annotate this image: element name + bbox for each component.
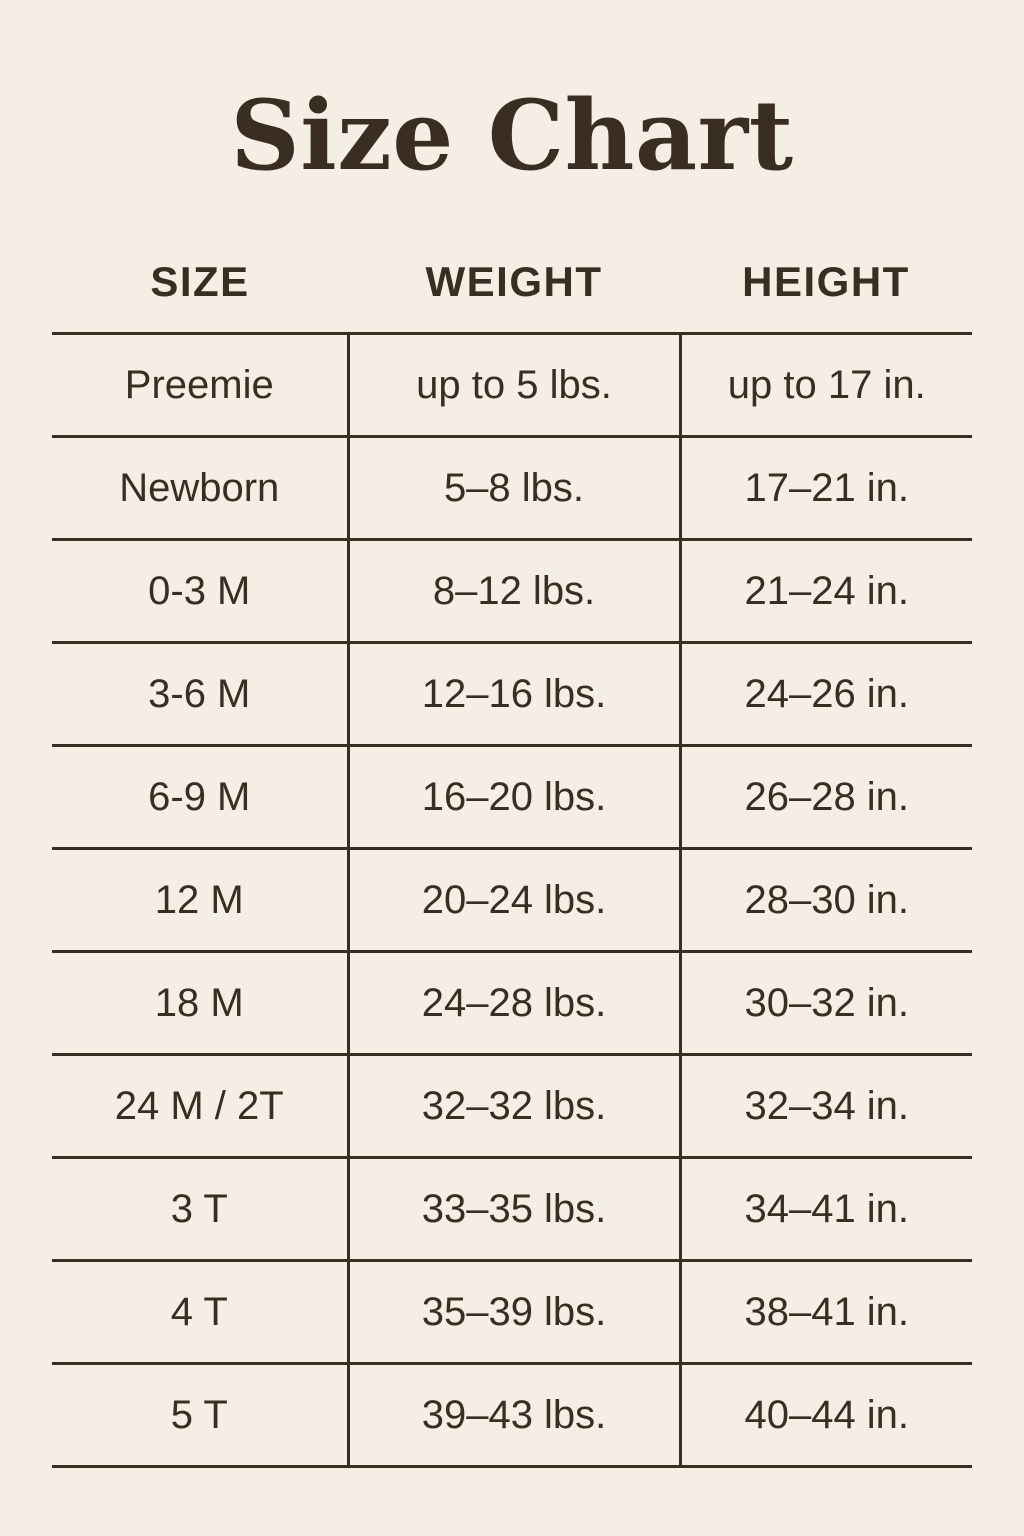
cell-size [52, 643, 348, 746]
cell-size-text: 3 T [170, 1187, 228, 1231]
cell-height-text: 34–41 in. [744, 1187, 910, 1231]
cell-size [52, 1364, 348, 1467]
cell-size [52, 746, 348, 849]
cell-height [680, 952, 972, 1055]
cell-size-text: 0-3 M [148, 569, 251, 613]
cell-size [52, 437, 348, 540]
cell-weight [348, 1055, 680, 1158]
table-row [52, 746, 972, 849]
cell-height-text: 21–24 in. [744, 569, 910, 613]
cell-size-text: 5 T [170, 1393, 228, 1437]
cell-size [52, 1261, 348, 1364]
table-row [52, 1261, 972, 1364]
cell-height [680, 1055, 972, 1158]
size-chart-table [52, 258, 972, 1468]
cell-height-text: 24–26 in. [744, 672, 910, 716]
cell-weight-text: 8–12 lbs. [432, 569, 596, 613]
cell-weight-text: 33–35 lbs. [421, 1187, 607, 1231]
cell-weight [348, 1364, 680, 1467]
cell-height-text: up to 17 in. [727, 363, 926, 407]
cell-weight-text: up to 5 lbs. [416, 363, 612, 407]
cell-height-text: 28–30 in. [744, 878, 910, 922]
cell-size [52, 540, 348, 643]
cell-height [680, 1158, 972, 1261]
cell-size-text: 4 T [170, 1290, 228, 1334]
cell-size-text: 6-9 M [148, 775, 251, 819]
table-row [52, 952, 972, 1055]
cell-size-text: Newborn [119, 466, 280, 510]
cell-weight [348, 746, 680, 849]
cell-weight-text: 24–28 lbs. [421, 981, 607, 1025]
cell-size [52, 1158, 348, 1261]
cell-weight-text: 32–32 lbs. [421, 1084, 607, 1128]
table-row [52, 437, 972, 540]
table-header [52, 258, 972, 334]
cell-weight-text: 35–39 lbs. [421, 1290, 607, 1334]
cell-weight [348, 437, 680, 540]
cell-height-text: 38–41 in. [744, 1290, 910, 1334]
cell-height-text: 26–28 in. [744, 775, 910, 819]
cell-size [52, 1055, 348, 1158]
cell-height [680, 540, 972, 643]
table-row [52, 1055, 972, 1158]
cell-size-text: 24 M / 2T [114, 1084, 284, 1128]
cell-height [680, 334, 972, 437]
cell-size-text: 18 M [154, 981, 244, 1025]
column-header-size: SIZE [150, 258, 250, 305]
cell-weight [348, 849, 680, 952]
table-body [52, 334, 972, 1467]
cell-height [680, 1261, 972, 1364]
column-header-weight: WEIGHT [425, 258, 603, 305]
cell-size-text: Preemie [124, 363, 274, 407]
cell-weight [348, 952, 680, 1055]
table-row [52, 1364, 972, 1467]
table-row [52, 643, 972, 746]
table-row [52, 849, 972, 952]
cell-height-text: 32–34 in. [744, 1084, 910, 1128]
cell-weight-text: 16–20 lbs. [421, 775, 607, 819]
cell-height-text: 30–32 in. [744, 981, 910, 1025]
cell-weight [348, 334, 680, 437]
cell-height [680, 643, 972, 746]
cell-weight-text: 20–24 lbs. [421, 878, 607, 922]
cell-height-text: 40–44 in. [744, 1393, 910, 1437]
cell-weight [348, 1158, 680, 1261]
cell-weight-text: 39–43 lbs. [421, 1393, 607, 1437]
page-title: Size Chart [230, 79, 794, 192]
cell-weight [348, 1261, 680, 1364]
cell-weight-text: 12–16 lbs. [421, 672, 607, 716]
cell-height [680, 849, 972, 952]
column-header-height: HEIGHT [742, 258, 910, 305]
cell-weight-text: 5–8 lbs. [443, 466, 585, 510]
cell-weight [348, 643, 680, 746]
cell-height-text: 17–21 in. [744, 466, 910, 510]
cell-size [52, 952, 348, 1055]
cell-height [680, 1364, 972, 1467]
cell-height [680, 746, 972, 849]
table-row [52, 1158, 972, 1261]
cell-height [680, 437, 972, 540]
table-header-row [52, 258, 972, 334]
table-row [52, 540, 972, 643]
cell-size-text: 3-6 M [148, 672, 251, 716]
cell-weight [348, 540, 680, 643]
cell-size-text: 12 M [154, 878, 244, 922]
cell-size [52, 849, 348, 952]
table-row [52, 334, 972, 437]
cell-size [52, 334, 348, 437]
